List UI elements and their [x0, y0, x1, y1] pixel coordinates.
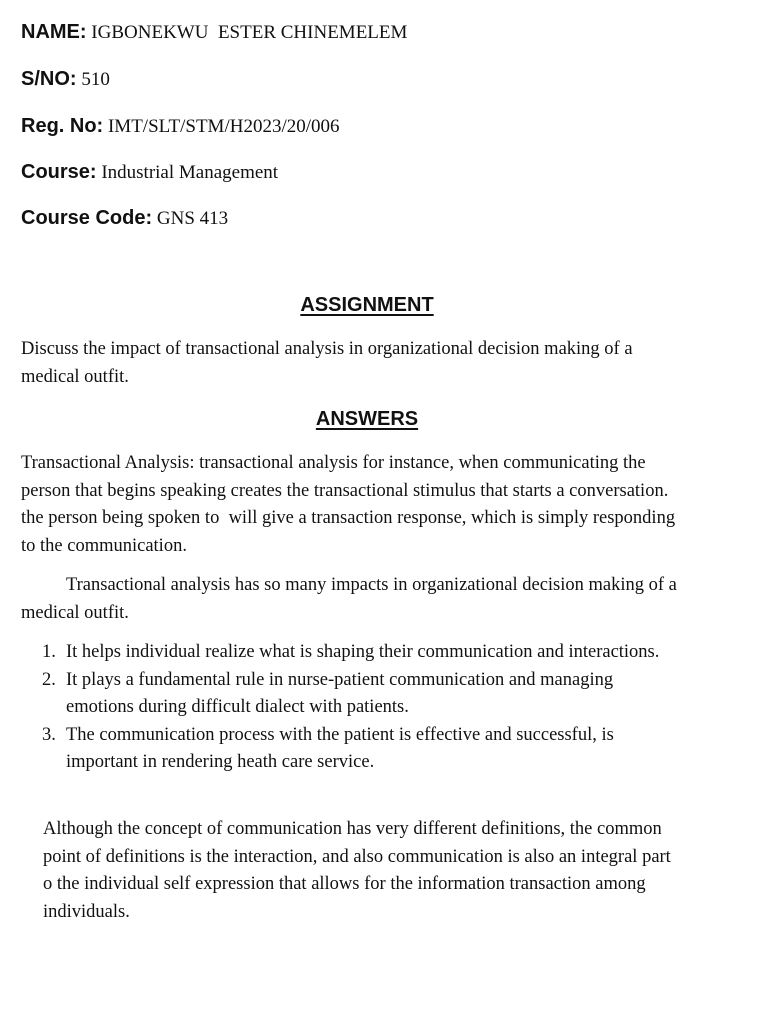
reg-no-value: IMT/SLT/STM/H2023/20/006	[107, 116, 340, 137]
reg-no-label: Reg. No:	[21, 115, 104, 137]
course-field	[21, 160, 278, 185]
name-field	[21, 20, 407, 45]
course-label: Course:	[21, 161, 97, 183]
answer-intro-paragraph: Transactional Analysis: transactional analysis for instance, when communicating the person that begins speaking creates the transactional stimulus that starts a conversation. the person being spoken to will give a transaction response, which is simply responding to the communication.	[21, 453, 680, 556]
name-label: NAME:	[21, 21, 87, 43]
list-item-text: It helps individual realize what is shaping their communication and interactions.	[66, 642, 660, 662]
answers-heading: ANSWERS	[315, 408, 419, 430]
assignment-question: Discuss the impact of transactional analysis in organizational decision making of a medical outfit.	[21, 339, 633, 387]
list-item-text: It plays a fundamental rule in nurse-patient communication and managing emotions during difficult dialect with patients.	[66, 669, 614, 717]
list-item-number: 2.	[42, 669, 56, 690]
list-item	[21, 722, 681, 777]
list-item-number: 1.	[42, 642, 56, 662]
list-item-text: The communication process with the patient is effective and successful, is important in rendering heath care service.	[66, 724, 614, 772]
sno-value: 510	[81, 69, 110, 90]
impacts-list	[21, 639, 681, 777]
course-code-value: GNS 413	[156, 208, 229, 229]
sno-field	[21, 67, 110, 92]
list-item	[21, 639, 681, 667]
assignment-heading: ASSIGNMENT	[300, 294, 434, 316]
list-item-number: 3.	[42, 724, 56, 745]
sno-label: S/NO:	[21, 68, 77, 90]
course-value: Industrial Management	[101, 162, 279, 183]
reg-no-field	[21, 114, 340, 139]
impacts-intro-paragraph: Transactional analysis has so many impacts in organizational decision making of a medical outfit.	[21, 575, 677, 623]
closing-paragraph: Although the concept of communication has very different definitions, the common point of definitions is the interaction, and also communication is also an integral part o the individual self expression that allows for the information transaction among individuals.	[43, 819, 671, 922]
course-code-label: Course Code:	[21, 207, 153, 229]
name-value: IGBONEKWU ESTER CHINEMELEM	[91, 22, 408, 43]
course-code-field	[21, 206, 228, 231]
list-item	[21, 667, 681, 722]
